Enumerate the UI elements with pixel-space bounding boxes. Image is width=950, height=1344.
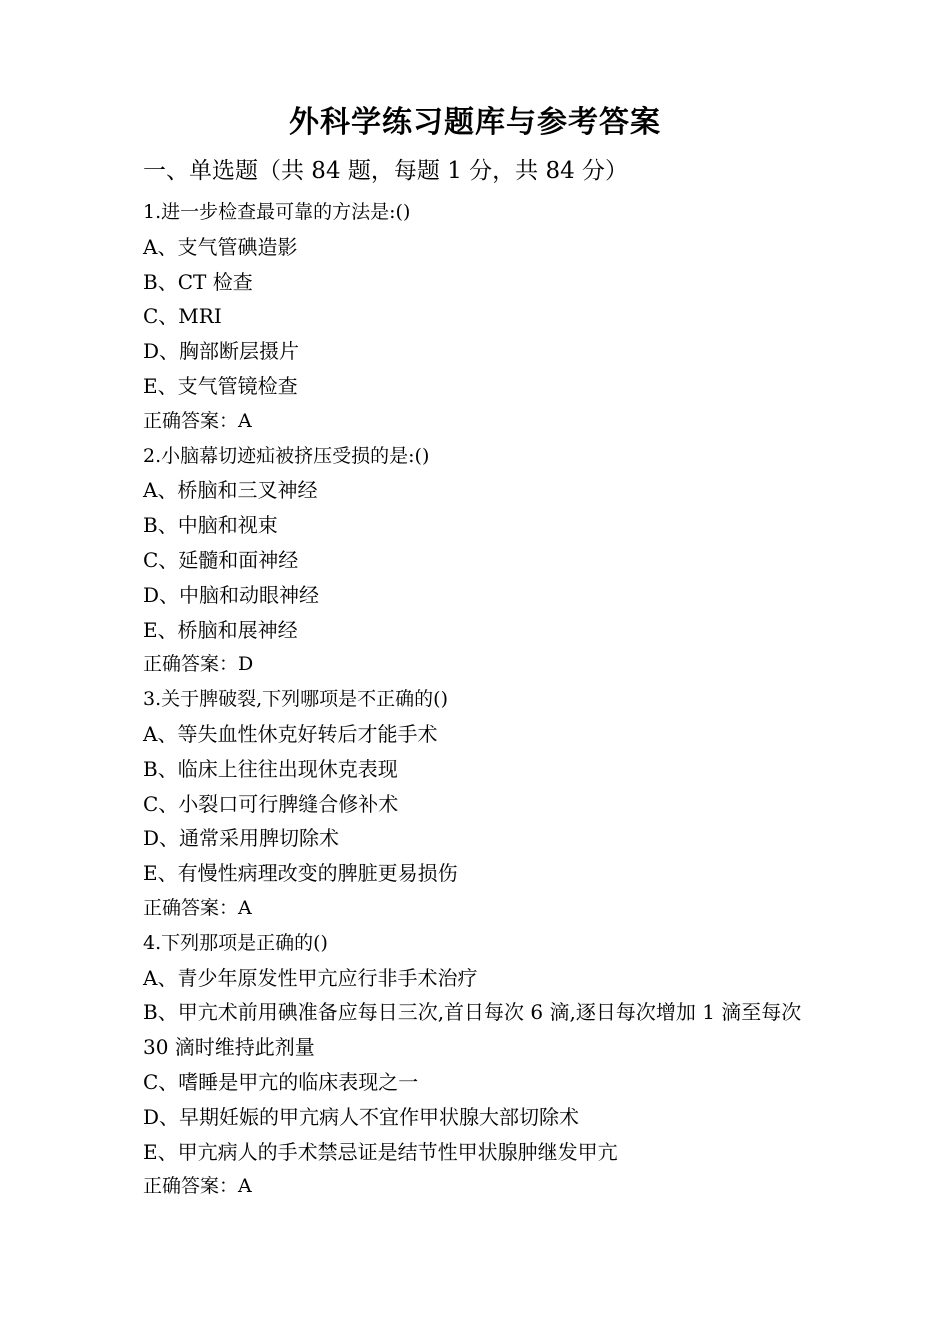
correct-answer: 正确答案：A bbox=[143, 409, 252, 432]
option-a: A、青少年原发性甲亢应行非手术治疗 bbox=[143, 965, 478, 990]
option-b: B、CT 检查 bbox=[143, 269, 253, 294]
correct-answer: 正确答案：A bbox=[143, 896, 252, 919]
option-c: C、嗜睡是甲亢的临床表现之一 bbox=[143, 1069, 419, 1094]
option-c: C、延髓和面神经 bbox=[143, 547, 299, 572]
question-block bbox=[143, 439, 823, 683]
question-block bbox=[143, 682, 823, 926]
option-e: E、桥脑和展神经 bbox=[143, 617, 298, 642]
option-d: D、胸部断层摄片 bbox=[143, 339, 300, 364]
question-block bbox=[143, 926, 823, 1204]
option-d: D、早期妊娠的甲亢病人不宜作甲状腺大部切除术 bbox=[143, 1104, 580, 1129]
option-b: B、甲亢术前用碘准备应每日三次,首日每次 6 滴,逐日每次增加 1 滴至每次 30 滴时维持此剂量 bbox=[143, 1000, 802, 1060]
question-stem: 3.关于脾破裂,下列哪项是不正确的() bbox=[143, 688, 448, 711]
option-b: B、中脑和视束 bbox=[143, 513, 278, 538]
option-a: A、支气管碘造影 bbox=[143, 234, 298, 259]
option-e: E、有慢性病理改变的脾脏更易损伤 bbox=[143, 861, 458, 886]
question-block bbox=[143, 195, 823, 439]
document-title: 外科学练习题库与参考答案 bbox=[289, 105, 661, 140]
option-c: C、小裂口可行脾缝合修补术 bbox=[143, 791, 399, 816]
option-a: A、桥脑和三叉神经 bbox=[143, 478, 318, 503]
question-stem: 2.小脑幕切迹疝被挤压受损的是:() bbox=[143, 444, 430, 467]
correct-answer: 正确答案：D bbox=[143, 653, 254, 676]
correct-answer: 正确答案：A bbox=[143, 1175, 252, 1198]
option-c: C、MRI bbox=[143, 304, 222, 329]
section-heading: 一、单选题（共 84 题，每题 1 分，共 84 分） bbox=[143, 158, 629, 184]
option-d: D、通常采用脾切除术 bbox=[143, 826, 340, 851]
option-e: E、甲亢病人的手术禁忌证是结节性甲状腺肿继发甲亢 bbox=[143, 1139, 618, 1164]
option-b: B、临床上往往出现休克表现 bbox=[143, 756, 398, 781]
question-list bbox=[143, 195, 823, 1204]
option-d: D、中脑和动眼神经 bbox=[143, 582, 320, 607]
question-stem: 1.进一步检查最可靠的方法是:() bbox=[143, 201, 411, 223]
option-e: E、支气管镜检查 bbox=[143, 373, 298, 398]
option-a: A、等失血性休克好转后才能手术 bbox=[143, 721, 438, 746]
question-stem: 4.下列那项是正确的() bbox=[143, 931, 328, 954]
